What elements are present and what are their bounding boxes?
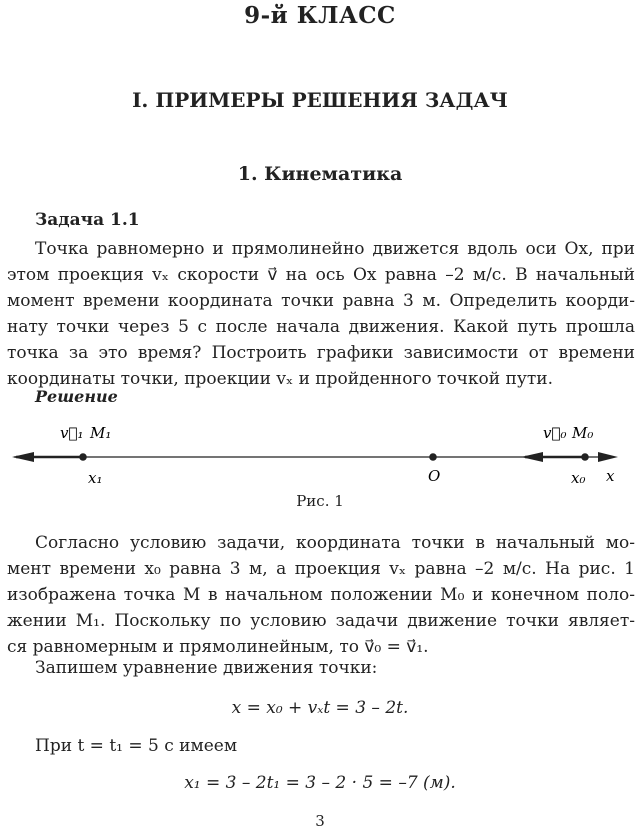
- page-number: 3: [315, 812, 325, 830]
- figure-caption: Рис. 1: [296, 492, 344, 510]
- v0-arrowhead: [521, 452, 543, 462]
- x0-label: x₀: [571, 469, 586, 487]
- solution-label: Решение: [35, 387, 118, 406]
- origin-label: O: [428, 467, 441, 485]
- part-heading: I. ПРИМЕРЫ РЕШЕНИЯ ЗАДАЧ: [132, 88, 508, 112]
- task-line: координаты точки, проекции vₓ и пройденного точкой пути.: [7, 369, 553, 389]
- body-line: жении M₁. Поскольку по условию задачи движение точки являет-: [7, 611, 635, 631]
- point-origin: [429, 453, 437, 461]
- task-line: точка за это время? Построить графики зависимости от времени: [7, 343, 635, 363]
- task-line: Точка равномерно и прямолинейно движется вдоль оси Ox, при: [35, 239, 635, 259]
- x-axis-label: x: [606, 467, 615, 485]
- m0-label: M₀: [572, 424, 594, 442]
- v0-label: v⃗₀: [543, 424, 567, 442]
- task-line: этом проекция vₓ скорости v⃗ на ось Ox равна –2 м/с. В начальный: [7, 265, 635, 285]
- equation-intro: Запишем уравнение движения точки:: [35, 658, 378, 678]
- section-heading: 1. Кинематика: [237, 163, 403, 185]
- task-title: Задача 1.1: [35, 210, 140, 230]
- task-text: [7, 236, 635, 392]
- m1-label: M₁: [90, 424, 112, 442]
- point-m0: [581, 453, 589, 461]
- figure-axis-diagram: [0, 415, 640, 495]
- solution-text: [7, 530, 635, 660]
- task-line: нату точки через 5 с после начала движения. Какой путь прошла: [7, 317, 635, 337]
- point-m1: [79, 453, 87, 461]
- v1-label: v⃗₁: [60, 424, 84, 442]
- x-axis-arrowhead: [598, 452, 618, 462]
- equation-motion: x = x₀ + vₓt = 3 – 2t.: [231, 698, 409, 718]
- task-line: момент времени координата точки равна 3 м. Определить коорди-: [7, 291, 635, 311]
- body-line: Согласно условию задачи, координата точки в начальный мо-: [35, 533, 635, 553]
- equation-result: x₁ = 3 – 2t₁ = 3 – 2 · 5 = –7 (м).: [184, 773, 456, 793]
- body-line: ся равномерным и прямолинейным, то v⃗₀ = v⃗₁.: [7, 637, 429, 657]
- condition-text: При t = t₁ = 5 с имеем: [35, 736, 238, 756]
- v1-arrowhead: [12, 452, 34, 462]
- body-line: изображена точка M в начальном положении M₀ и конечном поло-: [7, 585, 635, 605]
- grade-heading: 9-й КЛАСС: [244, 2, 396, 29]
- x1-label: x₁: [88, 469, 103, 487]
- body-line: мент времени x₀ равна 3 м, а проекция vₓ равна –2 м/с. На рис. 1: [7, 559, 635, 579]
